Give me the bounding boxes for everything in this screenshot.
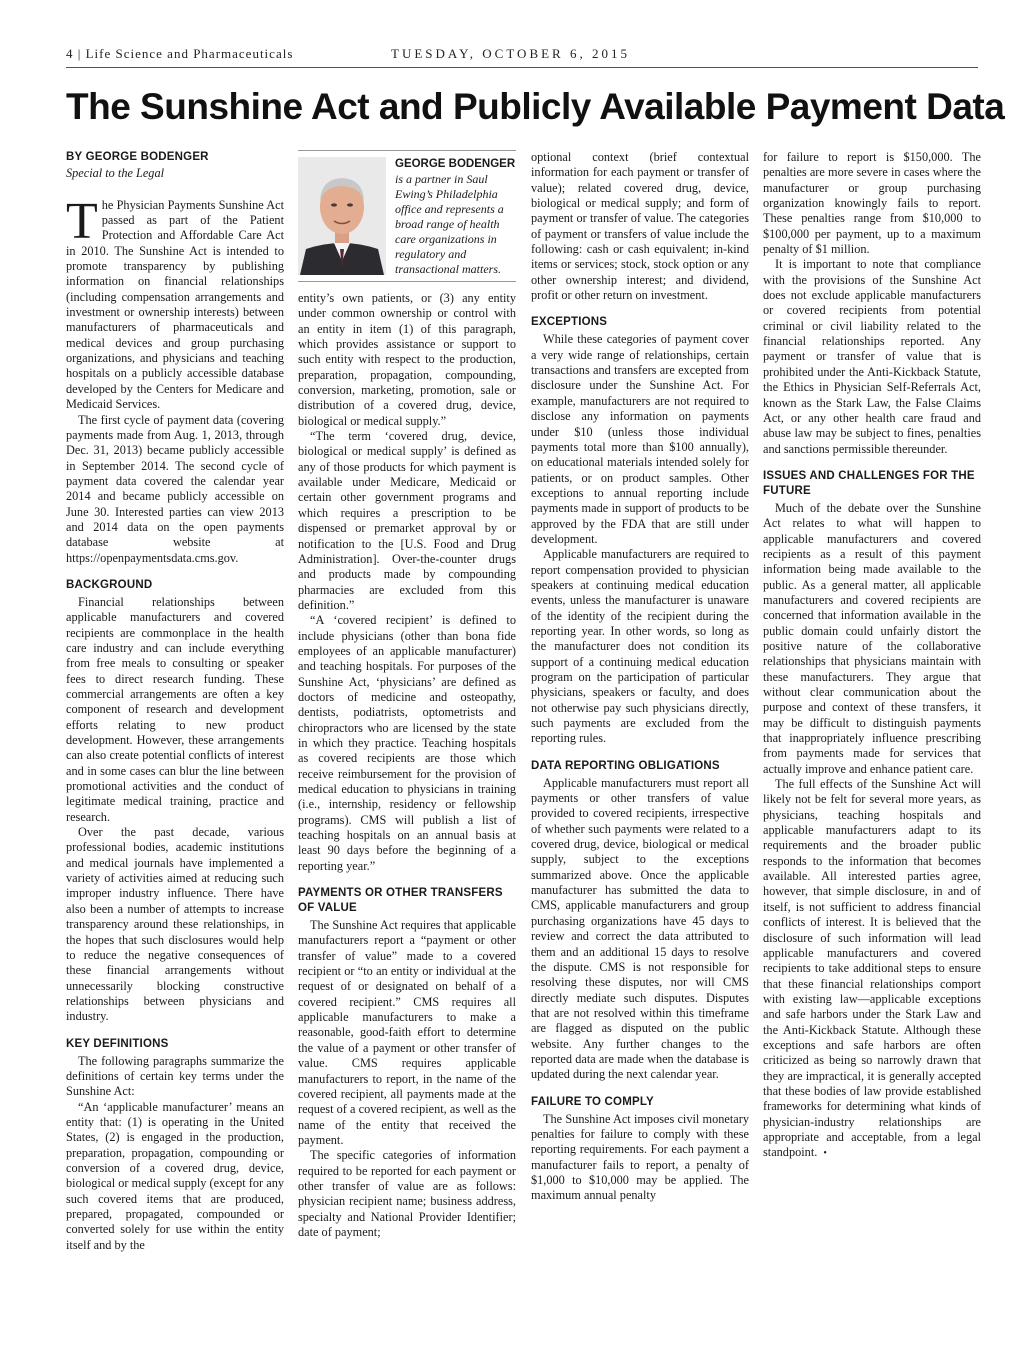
section-heading-issues: ISSUES AND CHALLENGES FOR THE FUTURE <box>763 469 975 497</box>
body-paragraph <box>763 777 981 1162</box>
section-heading-key-definitions: KEY DEFINITIONS <box>66 1037 169 1050</box>
body-paragraph: The Sunshine Act imposes civil monetary penalties for failure to comply with these reporting requirements. For each payment a manufacturer fails to report, a penalty of $1,000 to $10,000 may be applied. The maximum annual penalty <box>531 1111 749 1203</box>
intro-paragraph <box>66 192 284 413</box>
body-paragraph: It is important to note that compliance with the provisions of the Sunshine Act does not exclude applicable manufacturers or covered recipients from potential criminal or civil liability related to the financial relationships reported. Any payment or transfer of value that is prohibited under the Anti-Kickback Statute, the Ethics in Physician Self-Referrals Act, known as the Stark Law, the False Claims Act, or any other health care fraud and abuse law may be subject to fines, penalties and sanctions permissible thereunder. <box>763 257 981 456</box>
section-heading-payments: PAYMENTS OR OTHER TRANSFERS OF VALUE <box>298 887 503 915</box>
body-paragraph: While these categories of payment cover a very wide range of relationships, certain transactions and transfers are excepted from disclosure under the Sunshine Act. For example, manufacturers are not required to disclose any information on payments under $10 (unless those individual payments total more than $100 annually), on educational materials intended solely for patients, or on product samples. Other exceptions to annual reporting include payments made in support of products to be approved by the FDA that are still under development. <box>531 332 749 546</box>
intro-text: he Physician Payments Sunshine Act passed as part of the Patient Protection and Affordable Care Act in 2010. The Sunshine Act is intended to promote transparency by publishing information on financial relationships (including compensation arrangements and investment or ownership interests) between manufacturers of pharmaceuticals and medical devices and group purchasing organizations, and physicians and teaching hospitals on a publicly accessible database developed by the Centers for Medicare and Medicaid Services. <box>66 197 284 412</box>
closing-text: The full effects of the Sunshine Act will likely not be felt for several more years, as physicians, teaching hospitals and applicable manufacturers adapt to its requirements and the broader public responds to the information that becomes available. All interested parties agree, however, that simple disclosure, in and of itself, is not sufficient to address financial conflicts of interest. It is believed that the disclosure of such information will lead applicable manufacturers and covered recipients to take additional steps to ensure that these financial relationships comport with existing law—applicable exceptions and safe harbors under the Stark Law and the Anti-Kickback Statute. Although these exceptions and safe harbors are often criticized as being so narrowly drawn that they are impractical, it is generally accepted that these bodies of law provide established frameworks for determining what kinds of physician-industry relationships are appropriate and acceptable, from a legal standpoint. <box>763 777 981 1160</box>
page-header <box>66 45 978 68</box>
author-box <box>298 150 516 282</box>
column-1 <box>66 150 284 1253</box>
body-paragraph: The first cycle of payment data (covering payments made from Aug. 1, 2013, through Dec. 31, 2013) became publicly accessible in September 2014. The second cycle of payment data covered the calendar year 2014 and became publicly accessible on June 30. Interested parties can view 2013 and 2014 data on the open payments database website at https://openpaymentsdata.cms.gov. <box>66 412 284 565</box>
byline: BY GEORGE BODENGER <box>66 151 209 163</box>
body-paragraph: for failure to report is $150,000. The penalties are more severe in cases where the manufacturer or group purchasing organization knowingly fails to report. These penalties range from $10,000 to $100,000 per payment, up to a maximum penalty of $1 million. <box>763 150 981 257</box>
author-bio: is a partner in Saul Ewing’s Philadelphia office and represents a broad range of health care organizations in regulatory and transactional matters. <box>395 172 504 276</box>
author-photo <box>298 157 386 275</box>
author-portrait-icon <box>298 157 386 275</box>
section-heading-data-reporting: DATA REPORTING OBLIGATIONS <box>531 759 720 772</box>
body-paragraph: Applicable manufacturers must report all payments or other transfers of value provided to covered recipients, irrespective of whether such payments were related to a covered drug, device, biological or medical supply, subject to the exceptions summarized above. Once the applicable manufacturer has submitted the data to CMS, applicable manufacturers and group purchasing organizations have 45 days to review and correct the data attributed to them and an additional 15 days to resolve the dispute. CMS is not responsible for resolving these disputes, nor will CMS directly mediate such disputes. Disputes that are not resolved within this timeframe are flagged as disputed on the public website. Any further changes to the reported data are made when the database is updated during the next calendar year. <box>531 775 749 1082</box>
article-title: The Sunshine Act and Publicly Available Payment Data <box>66 86 1005 127</box>
author-name: GEORGE BODENGER <box>395 158 516 170</box>
body-paragraph: Financial relationships between applicable manufacturers and covered recipients are commonplace in the health care industry and can include everything from free meals to consulting or speaker fees to direct research funding. These commercial arrangements are often a key component of research and development efforts relating to new product development. However, these arrangements can also create potential conflicts of interest and in some cases can blur the line between promotional activities and the conduct of legitimate medical training, practice and research. <box>66 594 284 824</box>
body-paragraph: “A ‘covered recipient’ is defined to include physicians (other than bona fide employees of an applicable manufacturer) and teaching hospitals. For purposes of the Sunshine Act, ‘physicians’ are defined as doctors of medicine and osteopathy, dentists, podiatrists, optometrists and chiropractors who are licensed by the state in which they practice. Teaching hospitals as covered recipients are those which receive reimbursement for the provision of medical education to physicians in training (i.e., internship, residency or fellowship programs). CMS will publish a list of teaching hospitals on an annual basis at least 90 days before the beginning of a reporting year.” <box>298 613 516 873</box>
column-2 <box>298 150 516 1240</box>
body-paragraph: entity’s own patients, or (3) any entity under common ownership or control with an entity in item (1) of this paragraph, which provides assistance or support to such entity with respect to the production, preparation, propagation, compounding, conversion, marketing, promotion, sale or distribution of a covered drug, device, biological or medical supply.” <box>298 291 516 428</box>
body-paragraph: “An ‘applicable manufacturer’ means an entity that: (1) is operating in the United States, (2) is engaged in the production, preparation, propagation, compounding or conversion of a covered drug, device, biological or medical supply (except for any such covered items that are produced, prepared, propagated, compounded or converted solely for use within the entity itself and by the <box>66 1099 284 1252</box>
issue-date: TUESDAY, OCTOBER 6, 2015 <box>391 46 630 61</box>
body-paragraph: Much of the debate over the Sunshine Act relates to what will happen to applicable manufacturers and covered recipients as a result of this payment information being made available to the public. As a general matter, all applicable manufacturers and covered recipients are concerned that information available in the public domain could unfairly distort the positive nature of the collaborative relationships that physicians maintain with these manufacturers. They argue that without clear communication about the purpose and context of these transfers, it may be difficult to distinguish payments that inappropriately influence prescribing from payments made for services that actually improve and enhance patient care. <box>763 500 981 776</box>
column-3 <box>531 150 749 1204</box>
section-label: 4 | Life Science and Pharmaceuticals <box>66 46 294 61</box>
body-paragraph: The specific categories of information required to be reported for each payment or other transfer of value are as follows: physician recipient name; business address, specialty and National Provider Identifier; date of payment; <box>298 1148 516 1239</box>
body-paragraph: optional context (brief contextual information for each payment or transfer of value); related covered drug, device, biological or medical supply; and form of payment or transfer of value. The categories of payment or transfers of value include the following: cash or cash equivalent; in-kind items or services; stock, stock option or any other ownership interest; and dividend, profit or other return on investment. <box>531 150 749 303</box>
body-paragraph: The following paragraphs summarize the definitions of certain key terms under the Sunshine Act: <box>66 1053 284 1099</box>
byline-special: Special to the Legal <box>66 166 165 181</box>
body-paragraph: Applicable manufacturers are required to report compensation provided to physician speakers at continuing medical education events, unless the manufacturer is unaware of the identity of the recipient during the reporting year. In other words, so long as the manufacturer does not condition its support of a continuing medical education program on the participation of particular physicians, speakers or faculty, and does not otherwise pay such physicians directly, such payments are excluded from the reporting rules. <box>531 547 749 746</box>
column-4 <box>763 150 981 1162</box>
author-bio-block <box>395 157 516 277</box>
section-heading-failure: FAILURE TO COMPLY <box>531 1095 654 1108</box>
section-heading-exceptions: EXCEPTIONS <box>531 316 608 329</box>
body-paragraph: The Sunshine Act requires that applicable manufacturers report a “payment or other transfer of value” made to a covered recipient or “to an entity or individual at the request of or designated on behalf of a covered recipient.” CMS requires all applicable manufacturers to make a reasonable, good-faith effort to determine the value of a payment or other transfer of value. CMS requires applicable manufacturers to report, in the name of the covered recipient, all payments made at the request of a covered recipient, as well as the name of the entity that received the payment. <box>298 918 516 1147</box>
section-heading-background: BACKGROUND <box>66 578 153 591</box>
end-mark-icon: • <box>823 1148 827 1160</box>
body-paragraph: “The term ‘covered drug, device, biological or medical supply’ is defined as any of those products for which payment is available under Medicare, Medicaid or certain other government programs and which requires a prescription to be dispensed or premarket approval by or notification to the [U.S. Food and Drug Administration]. Over-the-counter drugs and products made by compounding pharmacies are excluded from this definition.” <box>298 429 516 612</box>
body-paragraph: Over the past decade, various professional bodies, academic institutions and medical journals have implemented a variety of activities aimed at reducing such improper industry influence. There have also been a number of attempts to increase transparency around these relationships, in the hopes that such disclosures would help to reduce the negative consequences of these financial arrangements without unnecessarily blocking constructive relationships between physicians and industry. <box>66 825 284 1024</box>
drop-cap: T <box>66 192 98 250</box>
